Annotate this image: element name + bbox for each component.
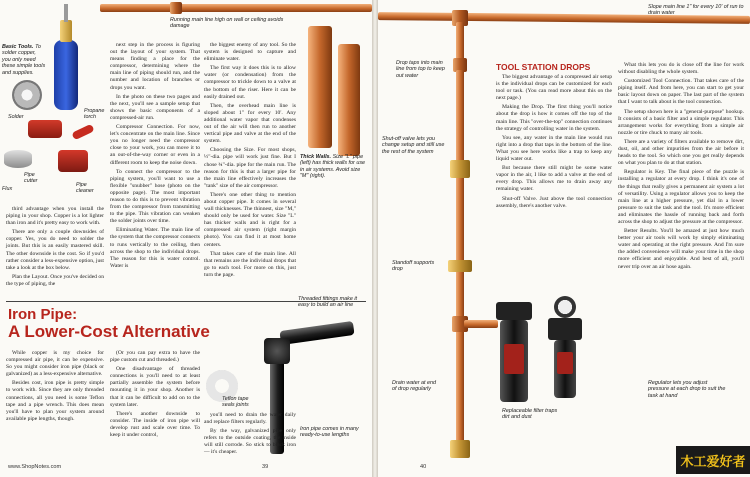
paragraph: The setup shown here is a "general-purpose" hookup. It consists of a basic filter and a simple regulator. This arrangement works for everything from a simple air nozzle or tire chuck to many air tools.	[618, 108, 744, 136]
iron-col-1	[6, 350, 104, 425]
right-col-1	[496, 74, 612, 212]
paragraph: But because there still might be some water vapor in the air, I like to add a valve at the end of every drop. This allows me to drain away any remaining water.	[496, 165, 612, 193]
paragraph: By the way, galvanized pipe only refers to the outside coating, the inside will still corrode. So stick to black iron — it's cheaper.	[204, 428, 296, 456]
main-line-pipe	[100, 4, 372, 12]
standoff-bracket	[448, 260, 472, 272]
solder-spool	[12, 80, 42, 110]
regulator-unit[interactable]	[548, 296, 582, 406]
solder-label: Solder	[8, 114, 24, 120]
page-number-right: 40	[420, 464, 427, 470]
paragraph: Plan the Layout. Once you've decided on the type of piping, the	[6, 273, 104, 287]
pipe-cleaner	[58, 150, 88, 172]
standoff-caption: Standoff supports drop	[392, 260, 435, 273]
paragraph: Choosing the Size. For most shops, ½"-dia. pipe will work just fine. But I chose ¾"-dia. pipe for the main run. The reason for this is that a larger pipe for the main line effectively increases the "tank" size of the air compressor.	[204, 147, 296, 189]
paragraph: There's one other thing to mention about copper pipe. It comes in several wall thicknesses. The thinnest, size "M," should only be used for water. Size "L" has thicker walls and is right for a compressed air system (right margin photo). You can find it at most home centers.	[204, 191, 296, 248]
regulator-caption: Regulator lets you adjust pressure at each drop to suit the task at hand	[648, 380, 726, 399]
paragraph: Besides cost, iron pipe is pretty simple to work with. Since they are only threaded connections, all you need is some Teflon tape and a pipe wrench. This does mean you'll have to plan your system around available pipe lengths, though.	[6, 380, 104, 422]
paragraph: Shut-off Valve. Just above the tool connection assembly, there's another valve.	[496, 195, 612, 209]
paragraph: While copper is my choice for compressed air pipe, it can be expensive. So you might consider iron pipe (black or galvanized) as a less-expensive alternative.	[6, 350, 104, 378]
paragraph: One disadvantage of threaded connections is you'll need to at least partially assemble the system before mounting it in your shop. Another is that it can be difficult to add on to the system later.	[110, 366, 200, 408]
paragraph: Then, the overhead main line is sloped about 1" for every 10'. Any additional water vapor that condenses out of the air will then run to another vertical pipe and valve at the end of the system.	[204, 102, 296, 145]
tools-photo	[0, 0, 105, 200]
iron-col-3	[204, 412, 296, 459]
paragraph: You see, any water in the main line would run right into a drop that taps in the bottom of the line. What you see here works like a trap to keep any liquid water out.	[496, 134, 612, 163]
paragraph: There are only a couple downsides of copper. Yes, you do need to solder the joints. But this is an easily mastered skill. The other downside is the cost. So if you'd rather consider a less-expensive option, just take a look at the box below.	[6, 229, 104, 271]
iron-col-2	[110, 350, 200, 441]
paragraph: The first way it does this is to allow water (or condensation) from the compressor to trickle down to a valve at the bottom of the riser. Here it can be easily drained out.	[204, 65, 296, 100]
paragraph: There's another downside to consider. The inside of iron pipe will develop rust and scale over time. To keep it under control,	[110, 410, 200, 439]
thick-walls-caption: Thick Walls. Size "L" pipe (left) has thick walls for use in air systems. Avoid size "M" (right).	[300, 154, 366, 180]
propane-torch	[54, 40, 78, 110]
paragraph: Regulator is Key. The final piece of the puzzle is installing a regulator at every drop. I think it's one of the things that really gives a permanent air system a lot of versatility. Using a regulator allows you to keep the main line at a higher pressure, yet dial in a lower pressure to suit the task and the tool. It's more efficient and eliminates the hassle of running back and forth across the shop to adjust the pressure at the compressor.	[618, 169, 744, 225]
teflon-tape-caption: Teflon tape seals joints	[222, 396, 249, 409]
left-col-2	[110, 42, 200, 272]
page-number-left: 39	[262, 464, 269, 470]
iron-fitting	[264, 338, 290, 364]
deburring-tool	[71, 124, 94, 141]
right-page	[378, 0, 750, 477]
left-col-3	[204, 42, 296, 281]
torch-head	[60, 20, 72, 42]
l-pipe	[308, 26, 332, 148]
iron-pipe-lengths-caption: Iron pipe comes in many ready-to-use lengths	[300, 426, 359, 439]
paragraph: Eliminating Water. The main line of the system that the compressor connects to runs vertically to the ceiling, then across the shop to the individual drops. The reason for this is water control. Water is	[110, 227, 200, 269]
paragraph: the biggest enemy of any tool. So the system is designed to capture and eliminate water.	[204, 42, 296, 63]
paragraph: That takes care of the main line. All that remains are the individual drops that go to each tool. For more on this, just turn the page.	[204, 250, 296, 278]
slope-caption: Slope main line 1" for every 10' of run to drain water	[648, 4, 744, 17]
tool-connection-pipe	[464, 320, 498, 328]
drop-taps-caption: Drop taps into main line from top to keep out water	[396, 60, 445, 79]
watermark: 木工爱好者	[676, 446, 750, 474]
thick-walls-photo	[302, 26, 370, 158]
threaded-fittings-caption: Threaded fittings make it easy to build an air line	[298, 296, 358, 309]
paragraph: Compressor Connection. For now, let's concentrate on the main line. Since you no longer need the compressor close to your work, you can move it to an out-of-the-way corner or even in a different room to keep the noise down.	[110, 124, 200, 166]
left-page	[0, 0, 372, 477]
paragraph: What this lets you do is close off the line for work without disabling the whole system.	[618, 62, 744, 76]
basic-tools-caption: Basic Tools. To solder copper, you only need these simple tools and supplies.	[2, 44, 46, 76]
paragraph: next step in the process is figuring out the layout of your system. That means finding a place for the compressor, determining where the main line of piping should run, and the number and location of branches or drops you want.	[110, 42, 200, 91]
flux-tin	[4, 150, 32, 168]
paragraph: Better Results. You'll be amazed at just how much better your air tools will work by simply eliminating water and operating at the right pressure. And I'm sure the added convenience will make your time in the shop more efficient and enjoyable. And best of all, you'll never trip over an air hose again.	[618, 228, 744, 270]
main-line-fitting	[170, 2, 182, 14]
tool-station-heading: TOOL STATION DROPS	[496, 62, 591, 72]
torch-nozzle	[64, 4, 68, 22]
paragraph: In the photo on these two pages and the next, you'll see a sample setup that shows the basic components of a compressed-air run.	[110, 93, 200, 121]
left-col-1	[6, 206, 104, 290]
drain-water-caption: Drain water at end of drop regularly	[392, 380, 437, 393]
flux-label: Flux	[2, 186, 13, 192]
replaceable-filter-caption: Replaceable filter traps dirt and dust	[502, 408, 558, 421]
paragraph: Making the Drop. The first thing you'll notice about the drop is how it comes off the top of the main line. This "over-the-top" connection continues the strategy of controlling water in the system.	[496, 104, 612, 132]
right-col-2	[618, 62, 744, 273]
shutoff-valve[interactable]	[450, 160, 470, 178]
paragraph: (Or you can pay extra to have the pipe custom cut and threaded.)	[110, 350, 200, 364]
shutoff-valve-caption: Shut-off valve lets you change setup and still use the rest of the system	[382, 136, 445, 155]
iron-pipe-elbow	[279, 321, 354, 345]
paragraph: To connect the compressor to the piping system, you'll want to use a flexible "snubber" hose (photo on the opposite page). The most important reason to do this is to prevent vibration from the compressor from transmitting to the pipe. This vibration can weaken the solder joints over time.	[110, 168, 200, 225]
paragraph: you'll need to drain the water daily and replace filters regularly.	[204, 412, 296, 426]
paragraph: There are a variety of filters available to remove dirt, dust, oil, and other impurities from the air before it heads to the tool. So which one you get really depends on what you plan to do at that station.	[618, 138, 744, 167]
drain-valve[interactable]	[450, 440, 470, 458]
pipe-cutter-label: Pipe cutter	[24, 172, 38, 185]
running-main-caption: Running main line high on wall or ceiling avoids damage	[170, 17, 284, 30]
paragraph: The biggest advantage of a compressed air setup is the individual drops can be customized for each tool or task. (You can read more about this on the next page.)	[496, 74, 612, 102]
iron-heading-1: Iron Pipe:	[8, 306, 78, 323]
propane-torch-label: Propane torch	[84, 108, 105, 121]
drop-riser	[456, 22, 464, 62]
iron-heading-2: A Lower-Cost Alternative	[8, 322, 210, 341]
footer-url[interactable]: www.ShopNotes.com	[8, 464, 62, 470]
m-pipe	[338, 44, 360, 156]
paragraph: third advantage when you install the piping in your shop. Copper is a lot lighter than iron and it's pretty easy to work with.	[6, 206, 104, 227]
pipe-cleaner-label: Pipe cleaner	[76, 182, 94, 195]
pipe-cutter	[28, 120, 62, 138]
filter-unit	[496, 302, 532, 410]
paragraph: Customized Tool Connection. That takes care of the piping itself. And from here, you can start to get your basic layout down on paper. The last part of the system that I want to talk about is the tool connection.	[618, 78, 744, 106]
